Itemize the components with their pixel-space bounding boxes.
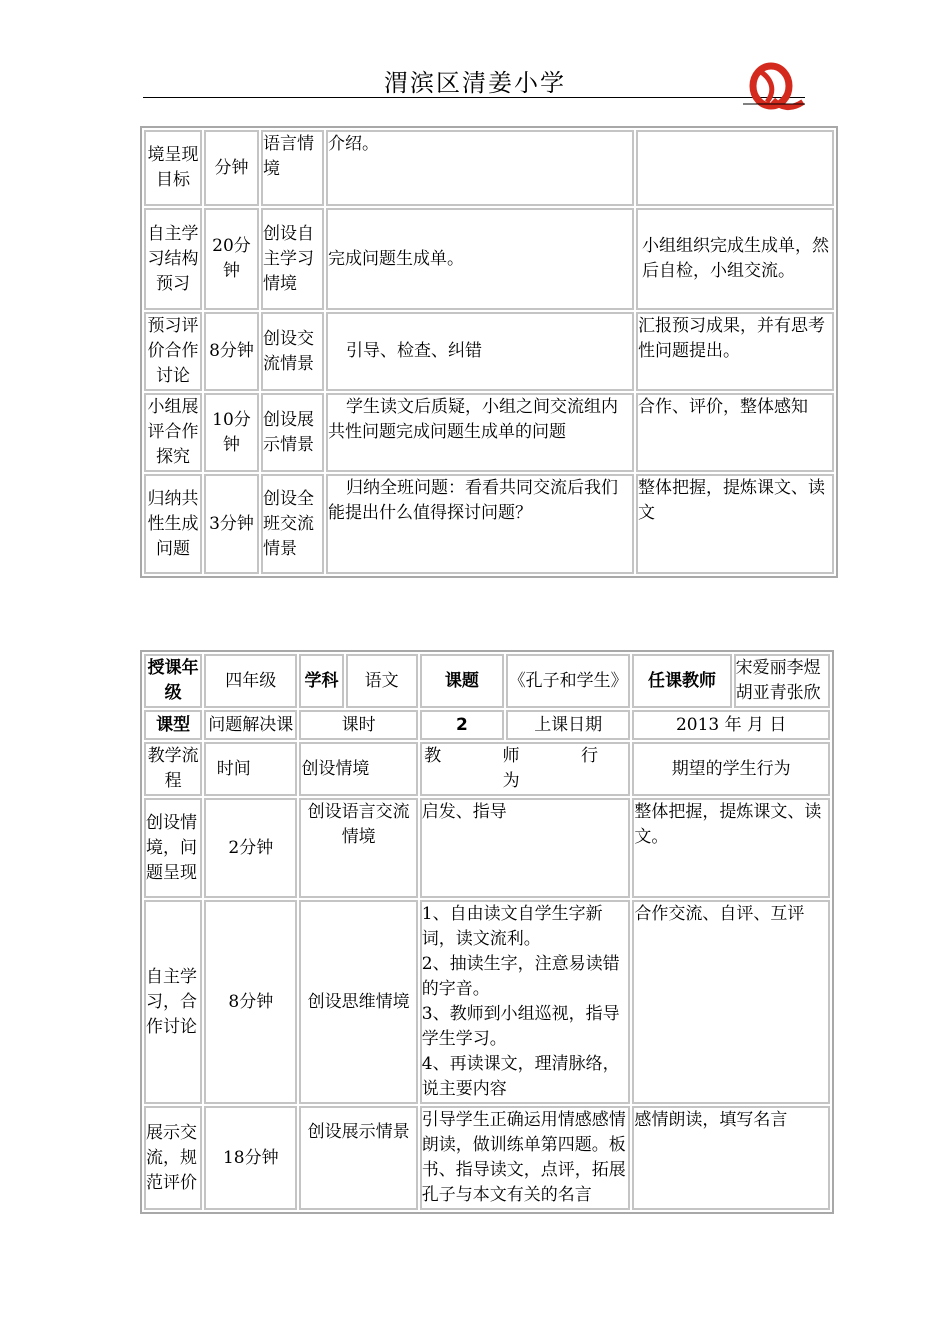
situation-cell: 创设自主学习情境 <box>261 208 324 310</box>
school-logo-icon <box>743 62 805 114</box>
teacher-value: 宋爱丽李煜胡亚青张欣 <box>734 654 830 708</box>
student-action-cell: 整体把握，提炼课文、读文。 <box>632 798 830 898</box>
stage-cell: 预习评价合作讨论 <box>144 312 202 391</box>
teacher-action-header: 教 师 行 为 <box>420 742 631 796</box>
situation-cell: 创设交流情景 <box>261 312 324 391</box>
lesson-flow-table-continued <box>140 126 838 578</box>
table-row <box>144 900 830 1104</box>
student-action-cell: 合作交流、自评、互评 <box>632 900 830 1104</box>
grade-value: 四年级 <box>204 654 297 708</box>
teacher-action-cell: 完成问题生成单。 <box>326 208 634 310</box>
time-cell: 20分钟 <box>204 208 259 310</box>
school-name: 渭滨区清姜小学 <box>384 69 566 97</box>
stage-cell: 归纳共性生成问题 <box>144 474 202 574</box>
time-cell: 2分钟 <box>204 798 297 898</box>
student-action-cell: 小组组织完成生成单，然后自检，小组交流。 <box>636 208 834 310</box>
situation-cell: 语言情境 <box>261 130 324 206</box>
situation-cell: 创设全班交流情景 <box>261 474 324 574</box>
teacher-action-cell <box>420 900 631 1104</box>
time-cell: 3分钟 <box>204 474 259 574</box>
situation-header: 创设情境 <box>299 742 417 796</box>
table-row <box>144 654 830 708</box>
table-row <box>144 474 834 574</box>
stage-cell: 展示交流，规范评价 <box>144 1106 202 1210</box>
table-row <box>144 710 830 740</box>
stage-cell: 创设情境，问题呈现 <box>144 798 202 898</box>
table-row <box>144 742 830 796</box>
header-rule <box>143 97 805 98</box>
student-action-cell: 感情朗读，填写名言 <box>632 1106 830 1210</box>
time-header: 时间 <box>204 742 297 796</box>
student-action-cell <box>636 130 834 206</box>
table-row <box>144 393 834 472</box>
hours-value: 2 <box>420 710 504 740</box>
teacher-step: 2、抽读生字，注意易读错的字音。 <box>421 954 620 999</box>
stage-cell: 自主学习，合作讨论 <box>144 900 202 1104</box>
situation-cell: 创设展示情景 <box>299 1106 417 1210</box>
teacher-label: 任课教师 <box>632 654 731 708</box>
teacher-step: 4、再读课文，理清脉络，说主要内容 <box>421 1054 620 1099</box>
lesson-plan-table <box>140 650 834 1214</box>
time-cell: 分钟 <box>204 130 259 206</box>
teacher-action-cell: 引导、检查、纠错 <box>326 312 634 391</box>
teacher-action-cell: 介绍。 <box>326 130 634 206</box>
student-action-cell: 汇报预习成果，并有思考性问题提出。 <box>636 312 834 391</box>
table-row <box>144 208 834 310</box>
teacher-action-cell: 归纳全班问题：看看共同交流后我们能提出什么值得探讨问题？ <box>326 474 634 574</box>
subject-label: 学科 <box>299 654 343 708</box>
student-action-cell: 合作、评价，整体感知 <box>636 393 834 472</box>
situation-cell: 创设思维情境 <box>299 900 417 1104</box>
table-row <box>144 312 834 391</box>
topic-value: 《孔子和学生》 <box>506 654 630 708</box>
teacher-action-cell: 引导学生正确运用情感感情朗读，做训练单第四题。板书、指导读文，点评，拓展孔子与本文有关的名言 <box>420 1106 631 1210</box>
stage-cell: 境呈现目标 <box>144 130 202 206</box>
type-value: 问题解决课 <box>204 710 297 740</box>
situation-cell: 创设语言交流情境 <box>299 798 417 898</box>
teacher-step: 3、教师到小组巡视，指导学生学习。 <box>421 1004 620 1049</box>
table-row <box>144 130 834 206</box>
table-row <box>144 798 830 898</box>
teacher-step: 1、自由读文自学生字新词，读文流利。 <box>421 904 603 949</box>
hours-label: 课时 <box>299 710 417 740</box>
table-row <box>144 1106 830 1210</box>
time-cell: 8分钟 <box>204 900 297 1104</box>
stage-cell: 自主学习结构预习 <box>144 208 202 310</box>
situation-cell: 创设展示情景 <box>261 393 324 472</box>
grade-label: 授课年级 <box>144 654 202 708</box>
time-cell: 8分钟 <box>204 312 259 391</box>
teacher-action-cell: 学生读文后质疑，小组之间交流组内共性问题完成问题生成单的问题 <box>326 393 634 472</box>
date-value: 2013 年 月 日 <box>632 710 830 740</box>
topic-label: 课题 <box>420 654 504 708</box>
stage-cell: 小组展评合作探究 <box>144 393 202 472</box>
subject-value: 语文 <box>346 654 418 708</box>
student-action-cell: 整体把握，提炼课文、读文 <box>636 474 834 574</box>
stage-header: 教学流程 <box>144 742 202 796</box>
date-label: 上课日期 <box>506 710 630 740</box>
student-action-header: 期望的学生行为 <box>632 742 830 796</box>
teacher-action-cell: 启发、指导 <box>420 798 631 898</box>
time-cell: 18分钟 <box>204 1106 297 1210</box>
time-cell: 10分钟 <box>204 393 259 472</box>
type-label: 课型 <box>144 710 202 740</box>
